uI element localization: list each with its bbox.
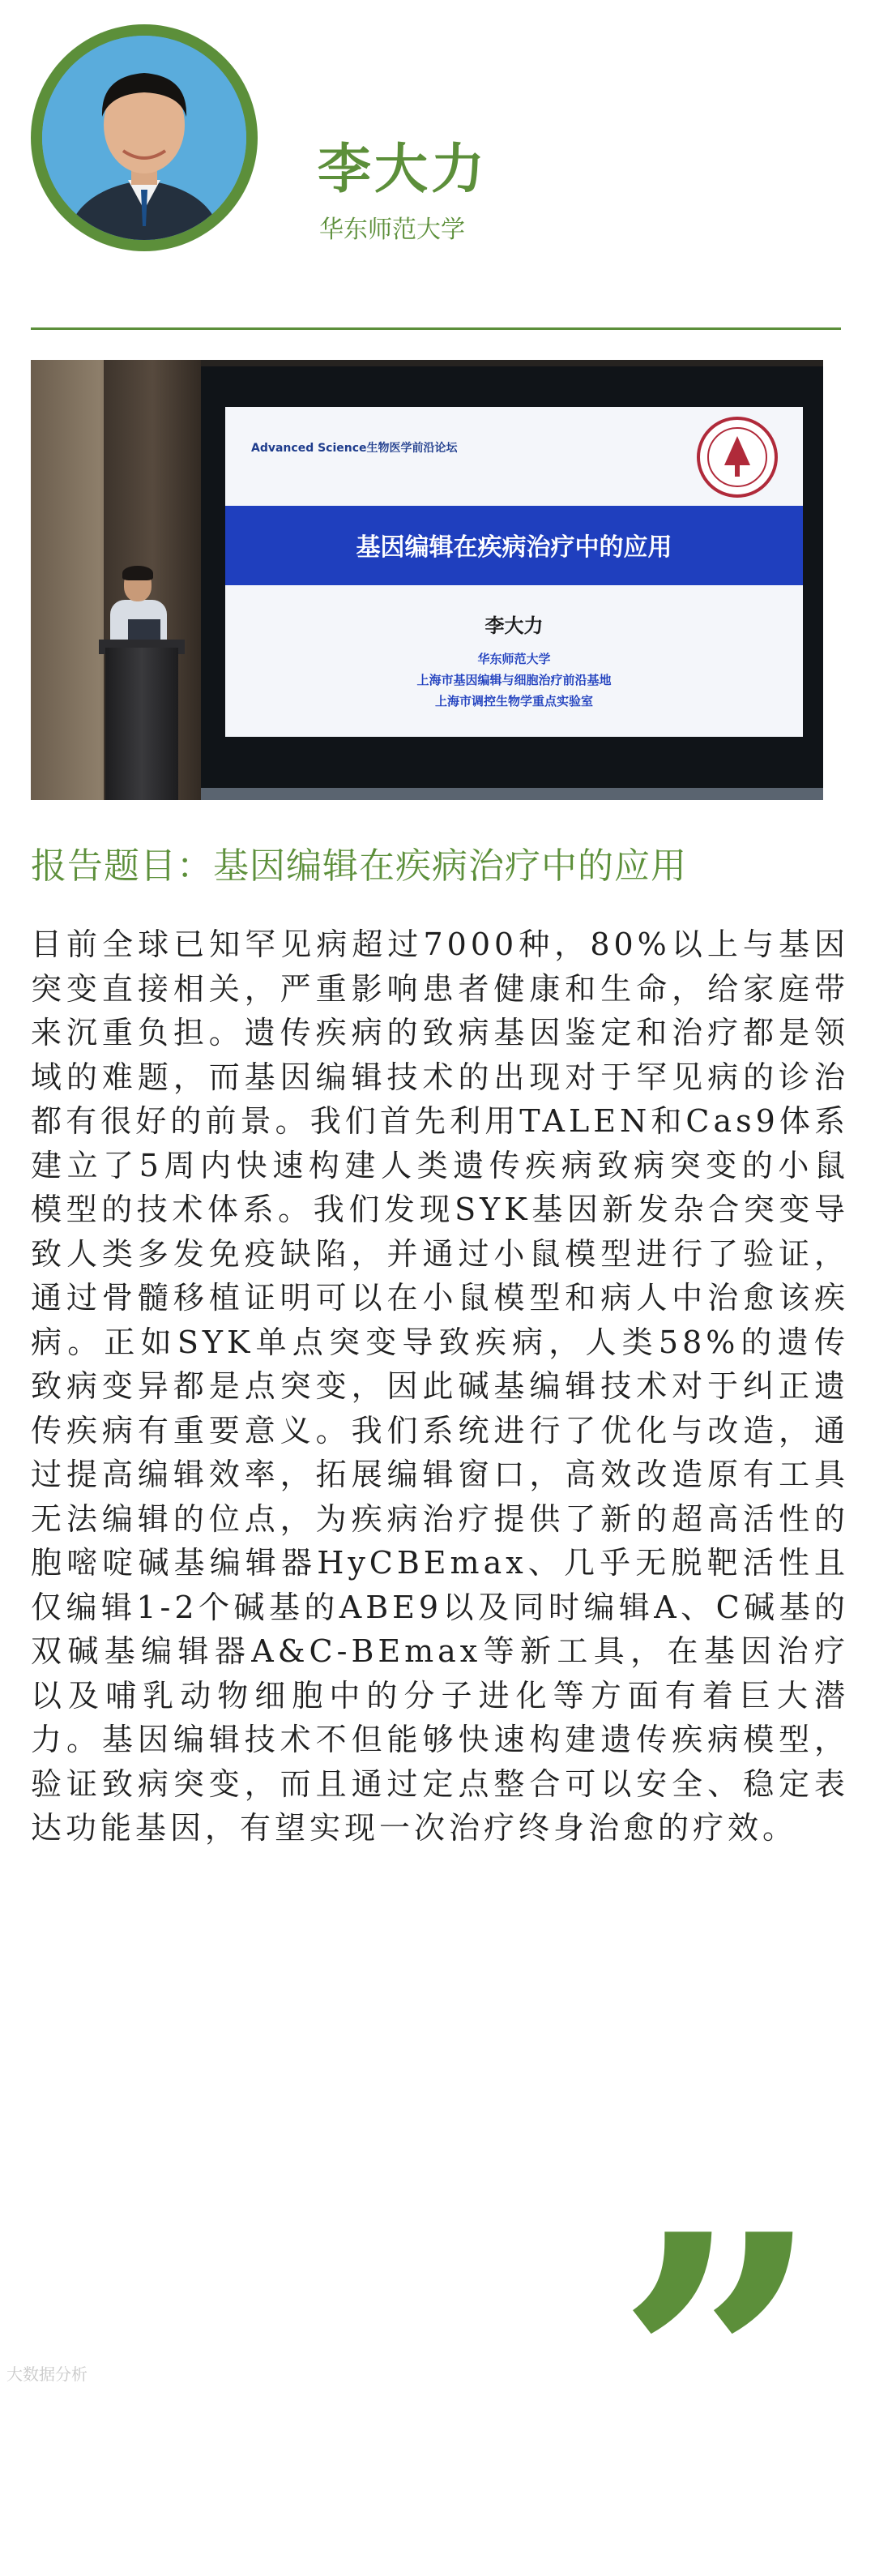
- closing-quote-icon: ”: [616, 2157, 822, 2576]
- slide-affiliation: 上海市基因编辑与细胞治疗前沿基地: [416, 673, 612, 687]
- slide-speaker: 李大力: [484, 614, 544, 637]
- lecture-photo: [31, 360, 823, 800]
- speaker-affiliation: 华东师范大学: [319, 216, 465, 244]
- speaker-portrait-icon: [42, 36, 246, 240]
- speaker-avatar-ring: [31, 24, 258, 251]
- projection-screen: [225, 407, 803, 737]
- podium: [105, 648, 178, 800]
- slide-affiliation: 华东师范大学: [477, 652, 551, 666]
- speaker-name: 李大力: [318, 138, 488, 200]
- laptop: [128, 619, 160, 640]
- report-abstract: 目前全球已知罕见病超过7000种，80%以上与基因突变直接相关，严重影响患者健康和生命，给家庭带来沉重负担。遗传疾病的致病基因鉴定和治疗都是领域的难题，而基因编辑技术的出现对于罕见病的诊治都有很好的前景。我们首先利用TALEN和Cas9体系建立了5周内快速构建人类遗传疾病致病突变的小鼠模型的技术体系。我们发现SYK基因新发杂合突变导致人类多发免疫缺陷，并通过小鼠模型进行了验证，通过骨髓移植证明可以在小鼠模型和病人中治愈该疾病。正如SYK单点突变导致疾病，人类58%的遗传致病变异都是点突变，因此碱基编辑技术对于纠正遗传疾病有重要意义。我们系统进行了优化与改造，通过提高编辑效率，拓展编辑窗口，高效改造原有工具无法编辑的位点，为疾病治疗提供了新的超高活性的胞嘧啶碱基编辑器HyCBEmax、几乎无脱靶活性且仅编辑1-2个碱基的ABE9以及同时编辑A、C碱基的双碱基编辑器A&C-BEmax等新工具，在基因治疗以及哺乳动物细胞中的分子进化等方面有着巨大潜力。基因编辑技术不但能够快速构建遗传疾病模型，验证致病突变，而且通过定点整合可以安全、稳定表达功能基因，有望实现一次治疗终身治愈的疗效。: [31, 926, 849, 1846]
- university-logo-icon: [697, 417, 778, 498]
- slide-title: 基因编辑在疾病治疗中的应用: [356, 533, 672, 562]
- speaker-figure-hair: [122, 566, 153, 580]
- stage-floor: [201, 788, 823, 800]
- slide-affiliation: 上海市调控生物学重点实验室: [434, 694, 593, 708]
- watermark: 大数据分析: [6, 2364, 88, 2384]
- section-divider: [31, 327, 841, 330]
- report-title: 报告题目：基因编辑在疾病治疗中的应用: [31, 845, 687, 887]
- speaker-avatar: [42, 36, 246, 240]
- slide-forum-title: Advanced Science生物医学前沿论坛: [251, 442, 458, 455]
